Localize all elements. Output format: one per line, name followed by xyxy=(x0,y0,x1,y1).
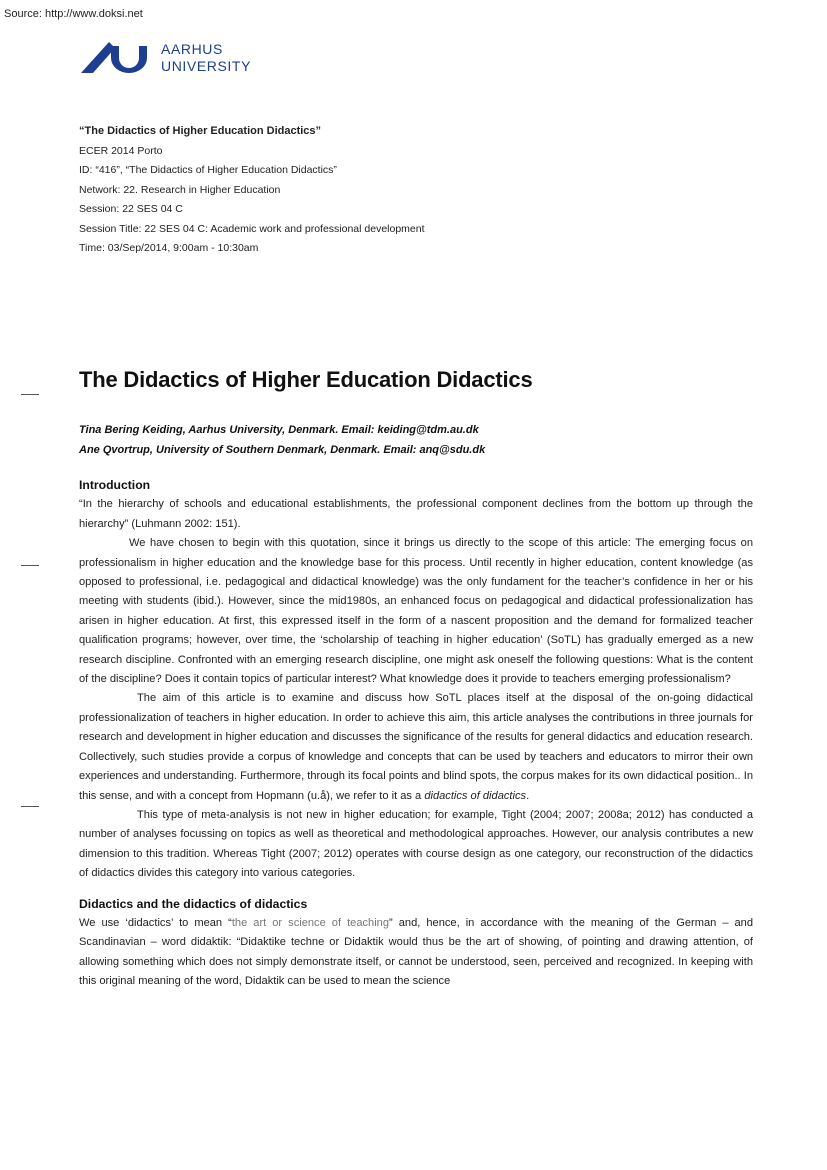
meta-line-session-title: Session Title: 22 SES 04 C: Academic work and professional development xyxy=(79,222,425,235)
intro-paragraph-2 xyxy=(79,689,753,805)
s2-text-teaching: teaching xyxy=(347,916,390,929)
section-2-heading: Didactics and the didactics of didactics xyxy=(79,896,308,911)
introduction-heading: Introduction xyxy=(79,478,151,492)
intro-paragraph-1: We have chosen to begin with this quotation, since it brings us directly to the scope of this article: The emerging focus on professionalism in higher education and the knowledge base for this process. Until recently in higher education, content knowledge (as opposed to professional, i.e. pedagogical and didactical knowledge) was the only fundament for the teacher’s confidence in her or his meeting with students (ibid.). However, since the mid1980s, an enhanced focus on pedagogical and didactical professionalization has arisen in higher education. At first, this expressed itself in the form of a nascent proposition and the demand for formalized teacher qualification programs; however, over time, the ‘scholarship of teaching in higher education’ (SoTL) has gradually emerged as a new research discipline. Confronted with an emerging research discipline, one might ask oneself the following questions: What is the content of the discipline? Does it contain topics of particular interest? What knowledge does it provide to teachers emerging professionalism? xyxy=(79,537,753,686)
s2-text-gray-1: the art or xyxy=(231,916,289,929)
aarhus-logo-icon xyxy=(79,40,151,74)
intro-paragraph-3: This type of meta-analysis is not new in higher education; for example, Tight (2004; 2007; 2008a; 2012) has conducted a number of analyses focussing on topics as well as theoretical and methodological approaches. However, our analysis contributes a new dimension to this tradition. Whereas Tight (2007; 2012) operates with course design as one category, our reconstruction of the didactics of didactics divides this category into various categories. xyxy=(79,808,753,880)
s2-text-science: science xyxy=(288,916,326,929)
s2-text-gray-2: of xyxy=(325,916,348,929)
author-1: Tina Bering Keiding, Aarhus University, Denmark. Email: keiding@tdm.au.dk xyxy=(79,424,479,436)
meta-line-session: Session: 22 SES 04 C xyxy=(79,203,183,215)
meta-line-id: ID: “416”, “The Didactics of Higher Education Didactics” xyxy=(79,164,337,176)
intro-paragraph-2-end: . xyxy=(526,789,530,802)
aarhus-university-logo xyxy=(79,40,259,76)
meta-line-network: Network: 22. Research in Higher Education xyxy=(79,183,281,196)
author-2: Ane Qvortrup, University of Southern Denmark, Denmark. Email: anq@sdu.dk xyxy=(79,444,486,456)
document-title: The Didactics of Higher Education Didactics xyxy=(79,367,533,392)
margin-mark xyxy=(21,565,39,566)
meta-line-time: Time: 03/Sep/2014, 9:00am - 10:30am xyxy=(79,242,259,254)
logo-line-2: UNIVERSITY xyxy=(161,58,252,74)
article-body xyxy=(79,476,753,992)
session-metadata xyxy=(79,122,425,259)
logo-wordmark xyxy=(161,41,251,75)
author-list xyxy=(79,420,485,460)
meta-line-conference: ECER 2014 Porto xyxy=(79,144,163,157)
margin-mark xyxy=(21,806,39,807)
didactics-of-didactics-term: didactics of didactics xyxy=(424,789,527,802)
section-2-paragraph xyxy=(79,914,753,992)
s2-text-rest: ” and, hence, in accordance with the meaning of the German – and Scandinavian – word didaktik: “Didaktike techne or Didaktik would thus be the art of showing, of pointing and drawing attention, of allowing something which does not simply demonstrate itself, or cannot be understood, seen, perceived and recognized. In keeping with this original meaning of the word, Didaktik can be used to mean the science xyxy=(79,916,754,988)
opening-quote: “In the hierarchy of schools and educational establishments, the professional component declines from the bottom up through the hierarchy” (Luhmann 2002: 151). xyxy=(79,498,753,530)
s2-text-start: We use ‘didactics’ to mean “ xyxy=(79,916,232,929)
intro-paragraph-2-text: The aim of this article is to examine and discuss how SoTL places itself at the disposal of the on-going didactical professionalization of teachers in higher education. In order to achieve this aim, this article analyses the contributions in three journals for research and development in higher education and discusses the significance of the results for general didactics and education research. Collectively, such studies provide a corpus of knowledge and concepts that can be used by teachers and educators to mirror their own experiences and understanding. Furthermore, through its focal points and blind spots, the corpus makes for its own didactical position.. In this sense, and with a concept from Hopmann (u.å), we refer to it as a xyxy=(79,692,753,802)
margin-mark xyxy=(21,394,39,395)
logo-line-1: AARHUS xyxy=(161,41,223,57)
source-label: Source: http://www.doksi.net xyxy=(4,8,143,20)
meta-title: “The Didactics of Higher Education Didactics” xyxy=(79,125,322,137)
